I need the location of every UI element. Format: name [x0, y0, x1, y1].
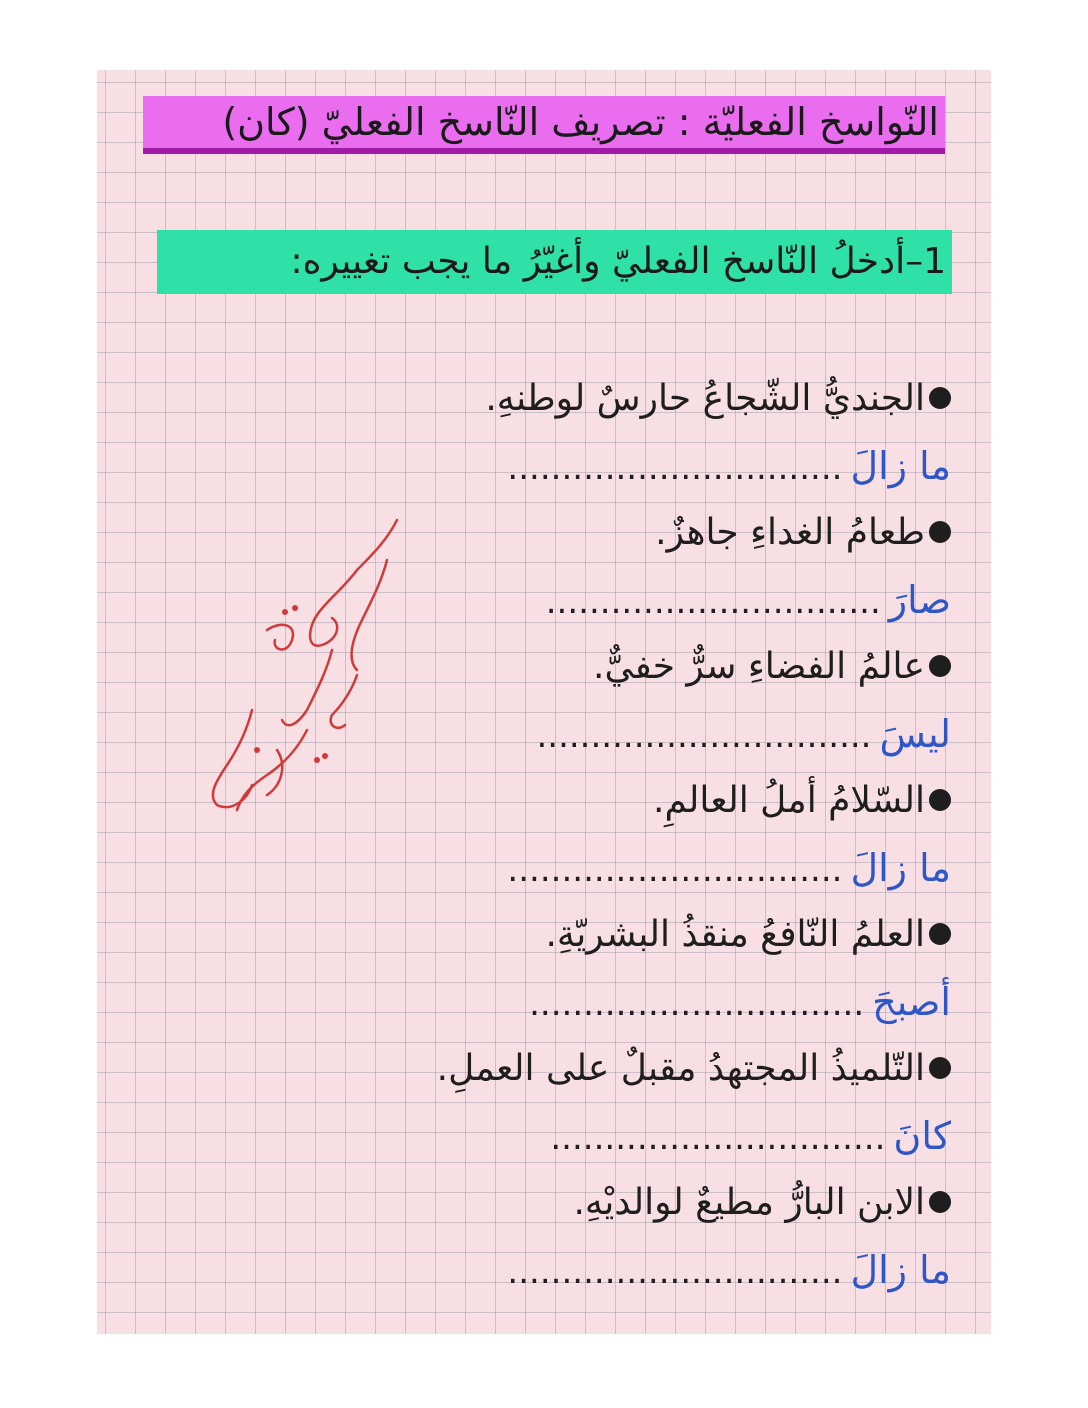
- bullet-icon: [929, 521, 951, 543]
- verb-label-1: ما زالَ: [850, 444, 951, 488]
- verb-label-2: صارَ: [888, 578, 951, 622]
- answer-line-6[interactable]: [311, 1102, 951, 1170]
- blank-dots-5: ...............................: [529, 984, 865, 1024]
- sentence-7: الابن البارُّ مطيعٌ لوالديْهِ.: [311, 1170, 951, 1236]
- verb-label-3: ليسَ: [879, 712, 951, 756]
- blank-dots-6: ...............................: [550, 1118, 886, 1158]
- blank-dots-4: ...............................: [507, 850, 843, 890]
- sentence-6: التّلميذُ المجتهدُ مقبلٌ على العملِ.: [311, 1036, 951, 1102]
- worksheet-page: [97, 70, 991, 1334]
- verb-label-5: أصبحَ: [872, 980, 951, 1024]
- answer-line-3[interactable]: [311, 700, 951, 768]
- bullet-icon: [929, 789, 951, 811]
- exercise-instruction: 1–أدخلُ النّاسخ الفعليّ وأغيّرُ ما يجب تغييره:: [157, 230, 952, 294]
- exercise-list: [311, 366, 951, 1304]
- blank-dots-7: ...............................: [507, 1252, 843, 1292]
- answer-line-4[interactable]: [311, 834, 951, 902]
- sentence-2: طعامُ الغداءِ جاهزٌ.: [311, 500, 951, 566]
- answer-line-2[interactable]: [311, 566, 951, 634]
- blank-dots-3: ...............................: [536, 716, 872, 756]
- verb-label-6: كانَ: [893, 1114, 951, 1158]
- answer-line-7[interactable]: [311, 1236, 951, 1304]
- bullet-icon: [929, 923, 951, 945]
- bullet-icon: [929, 387, 951, 409]
- verb-label-4: ما زالَ: [850, 846, 951, 890]
- sentence-3: عالمُ الفضاءِ سرٌّ خفيٌّ.: [311, 634, 951, 700]
- answer-line-5[interactable]: [311, 968, 951, 1036]
- worksheet-title: النّواسخ الفعليّة : تصريف النّاسخ الفعليّ (كان): [143, 96, 945, 154]
- answer-line-1[interactable]: [311, 432, 951, 500]
- bullet-icon: [929, 1191, 951, 1213]
- verb-label-7: ما زالَ: [850, 1248, 951, 1292]
- sentence-5: العلمُ النّافعُ منقذُ البشريّةِ.: [311, 902, 951, 968]
- sentence-1: الجنديُّ الشّجاعُ حارسٌ لوطنهِ.: [311, 366, 951, 432]
- bullet-icon: [929, 655, 951, 677]
- blank-dots-1: ...............................: [507, 448, 843, 488]
- bullet-icon: [929, 1057, 951, 1079]
- sentence-4: السّلامُ أملُ العالمِ.: [311, 768, 951, 834]
- blank-dots-2: ...............................: [545, 582, 881, 622]
